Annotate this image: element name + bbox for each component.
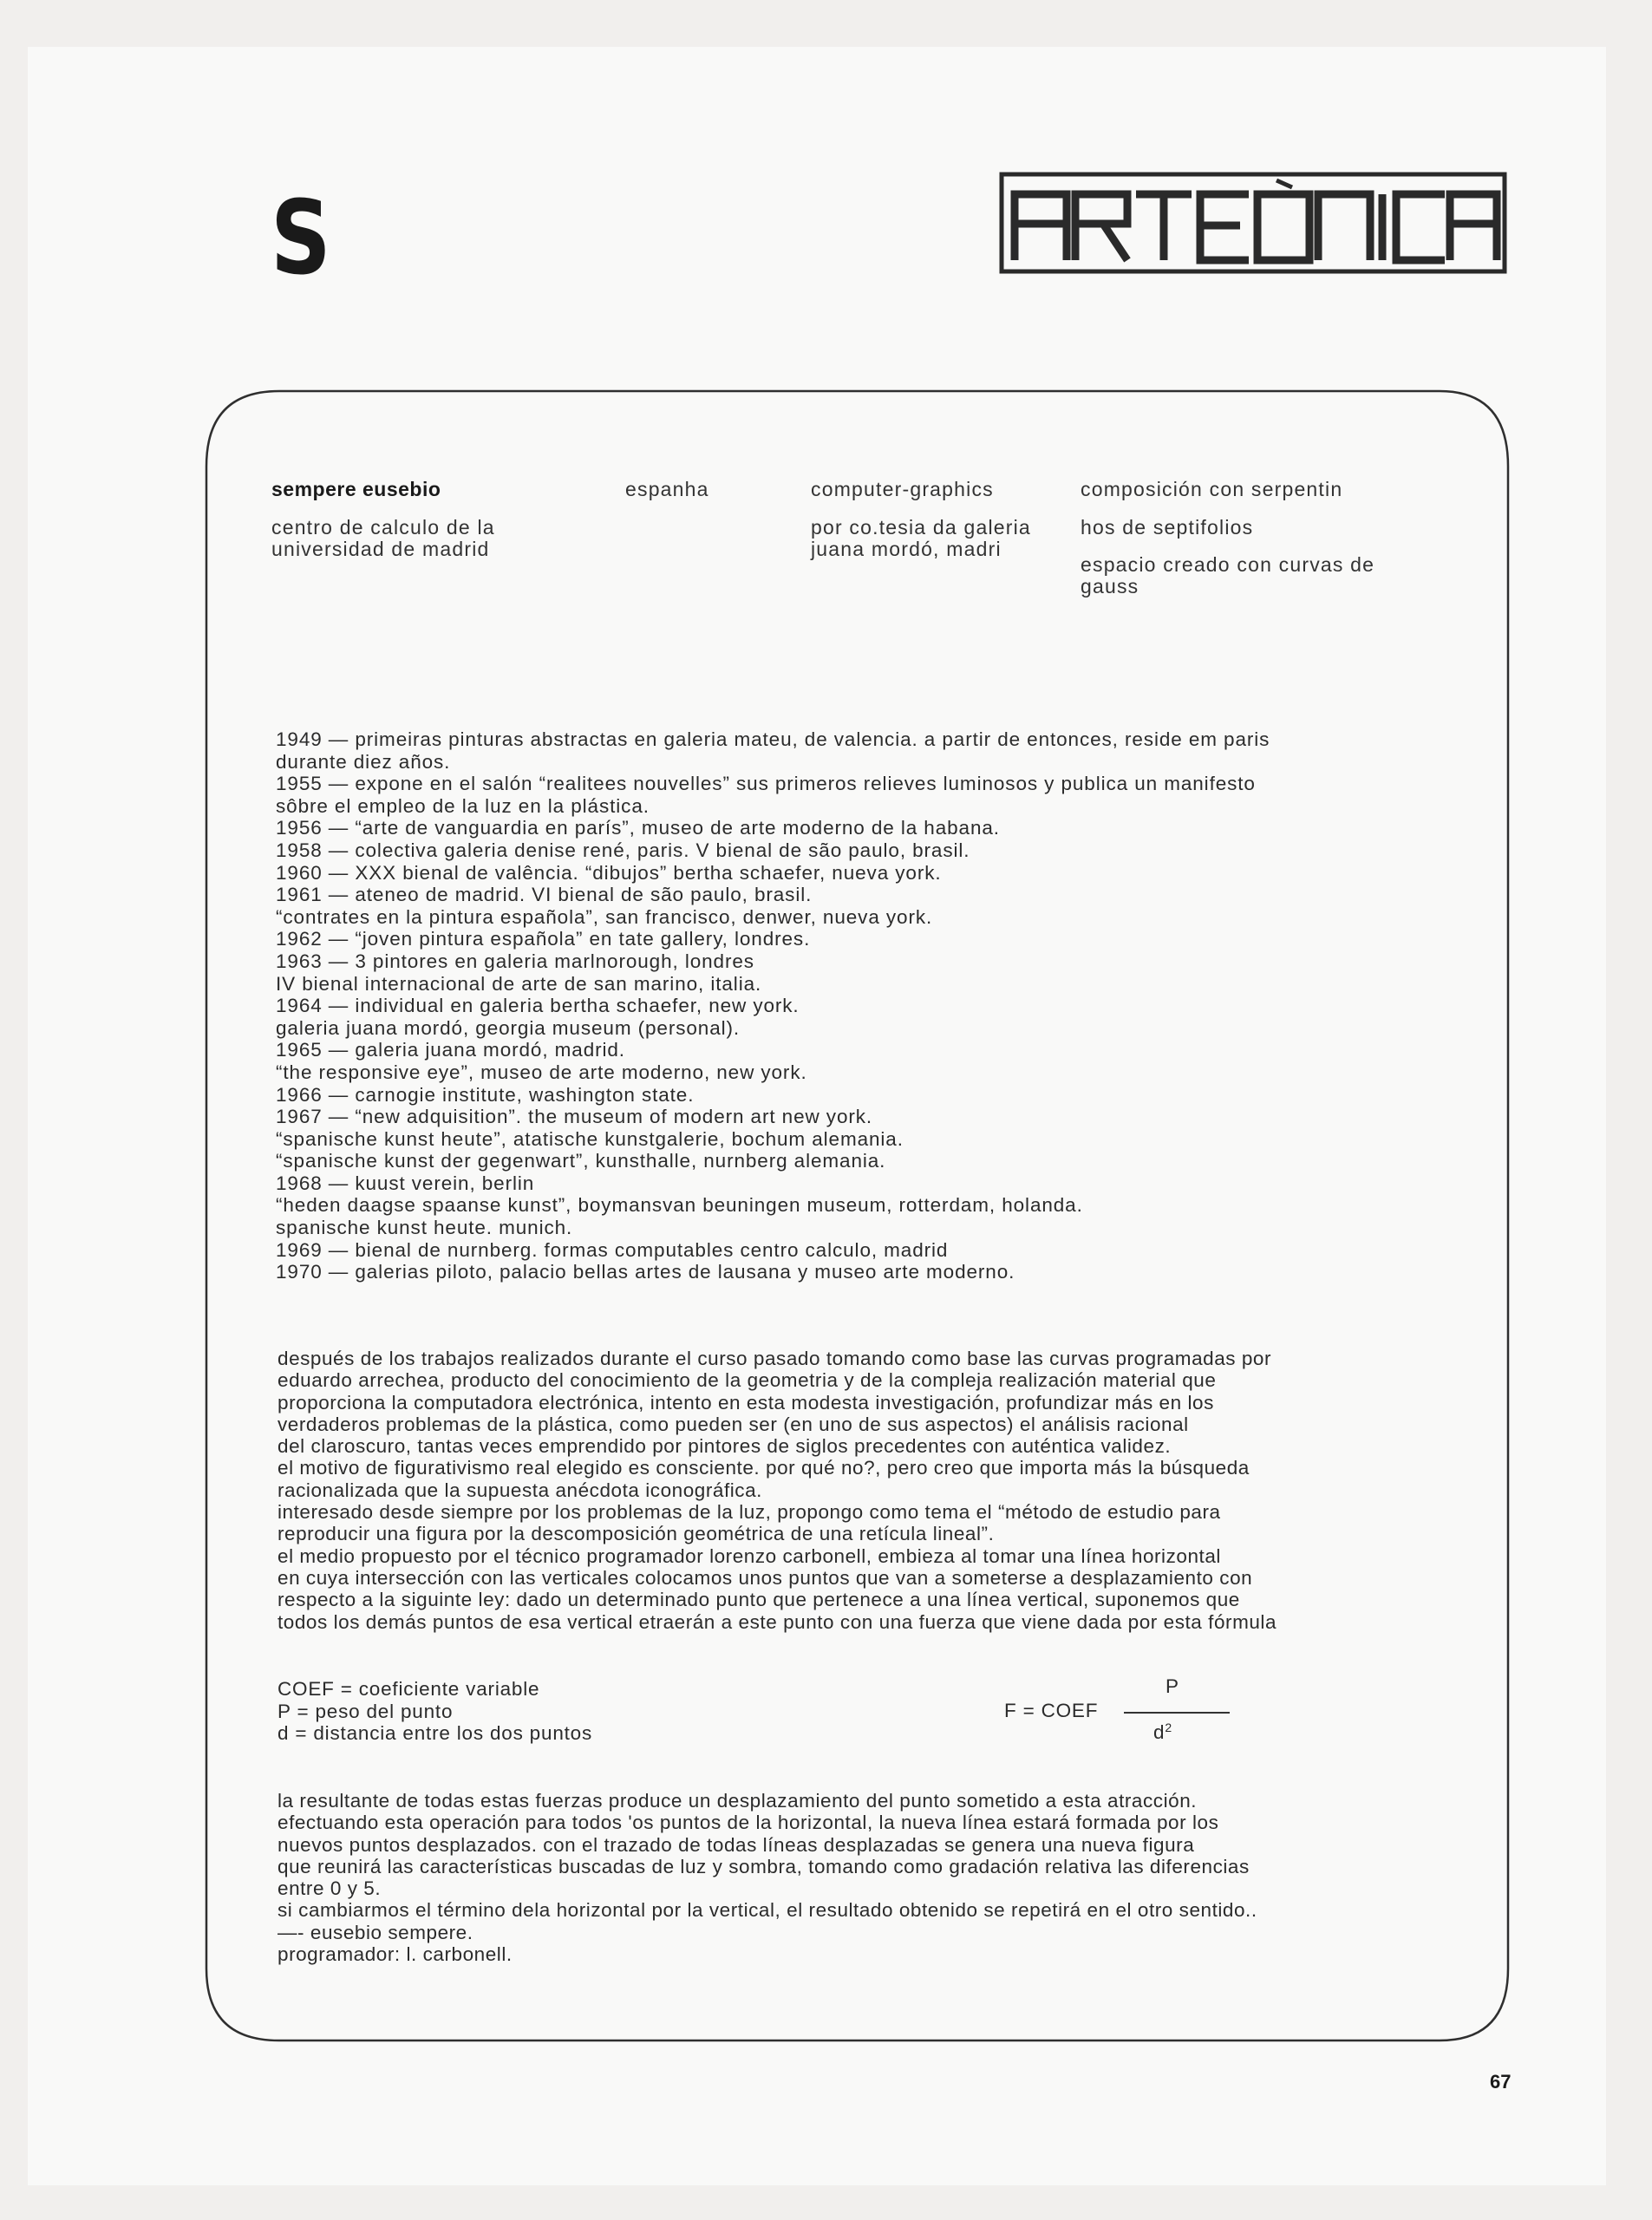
bio-line: IV bienal internacional de arte de san marino, italia. xyxy=(276,972,762,995)
essay-line: verdaderos problemas de la plástica, como pueden ser (en uno de sus aspectos) el análisis racional xyxy=(278,1413,1189,1435)
bio-line: 1956 — “arte de vanguardia en parís”, museo de arte moderno de la habana. xyxy=(276,817,1000,839)
formula-definitions xyxy=(278,1678,592,1745)
signature-line: —- eusebio sempere. xyxy=(278,1921,473,1943)
essay-line: en cuya intersección con las verticales colocamos unos puntos que van a someterse a desplazamiento con xyxy=(278,1566,1253,1589)
closing-line: si cambiarmos el término dela horizontal por la vertical, el resultado obtenido se repetirá en el otro sentido.. xyxy=(278,1899,1257,1922)
essay-line: proporciona la computadora electrónica, intento en esta modesta investigación, profundizar más en los xyxy=(278,1391,1214,1414)
essay-line: reproducir una figura por la descomposición geométrica de una retícula lineal”. xyxy=(278,1523,995,1545)
definition-d: d = distancia entre los dos puntos xyxy=(278,1722,593,1744)
bio-line: 1949 — primeiras pinturas abstractas en galeria mateu, de valencia. a partir de entonces, reside em paris xyxy=(276,728,1270,750)
fraction-bar xyxy=(1124,1712,1230,1714)
essay-line: el medio propuesto por el técnico programador lorenzo carbonell, embieza al tomar una línea horizontal xyxy=(278,1544,1221,1567)
essay-line: respecto a la siguinte ley: dado un determinado punto que pertenece a una línea vertical, suponemos que xyxy=(278,1589,1240,1611)
work-title-line-2: hos de septifolios xyxy=(1081,516,1254,539)
category-column xyxy=(811,479,1031,560)
essay-line: racionalizada que la supuesta anécdota iconográfica. xyxy=(278,1479,762,1501)
bio-line: 1962 — “joven pintura española” en tate gallery, londres. xyxy=(276,928,811,950)
essay-line: todos los demás puntos de esa vertical etraerán a este punto con una fuerza que viene dada por esta fórmula xyxy=(278,1610,1277,1633)
bio-line: spanische kunst heute. munich. xyxy=(276,1217,573,1239)
bio-line: 1960 — XXX bienal de valência. “dibujos” bertha schaefer, nueva york. xyxy=(276,861,942,884)
page-number: 67 xyxy=(1490,2071,1512,2093)
formula-denominator xyxy=(1153,1720,1172,1744)
essay-line: interesado desde siempre por los problemas de la luz, propongo como tema el “método de estudio para xyxy=(278,1501,1221,1524)
bio-line: durante diez años. xyxy=(276,750,451,773)
work-column xyxy=(1081,479,1374,597)
work-title-line-1: composición con serpentin xyxy=(1081,478,1343,500)
closing-line: nuevos puntos desplazados. con el trazado de todas líneas desplazadas se genera una nueva figura xyxy=(278,1833,1195,1856)
denominator-base: d xyxy=(1153,1721,1166,1743)
bio-line: 1967 — “new adquisition”. the museum of modern art new york. xyxy=(276,1106,873,1128)
institution-line-1: centro de calculo de la xyxy=(271,516,495,539)
closing-line: efectuando esta operación para todos 'os puntos de la horizontal, la nueva línea estará formada por los xyxy=(278,1812,1219,1834)
country-column xyxy=(625,479,709,500)
closing-line: la resultante de todas estas fuerzas produce un desplazamiento del punto sometido a esta atracción. xyxy=(278,1790,1198,1812)
artist-column xyxy=(271,479,495,560)
bio-line: 1961 — ateneo de madrid. VI bienal de são paulo, brasil. xyxy=(276,884,813,906)
formula-lhs: F = COEF xyxy=(1004,1700,1099,1721)
country: espanha xyxy=(625,478,709,500)
essay-line: después de los trabajos realizados durante el curso pasado tomando como base las curvas programadas por xyxy=(278,1348,1272,1369)
force-formula xyxy=(1004,1674,1230,1743)
bio-line: “contrates en la pintura española”, san francisco, denwer, nueva york. xyxy=(276,905,933,928)
category: computer-graphics xyxy=(811,478,994,500)
work-subtitle-line-1: espacio creado con curvas de xyxy=(1081,553,1375,576)
biography xyxy=(276,728,1403,1283)
arteonica-logo xyxy=(999,172,1507,274)
artwork-header xyxy=(0,479,1652,609)
bio-line: 1964 — individual en galeria bertha schaefer, new york. xyxy=(276,995,800,1017)
bio-line: sôbre el empleo de la luz en la plástica. xyxy=(276,794,650,817)
bio-line: 1968 — kuust verein, berlin xyxy=(276,1172,535,1194)
essay-line: el motivo de figurativismo real elegido es consciente. por qué no?, pero creo que importa más la búsqueda xyxy=(278,1457,1250,1479)
bio-line: galeria juana mordó, georgia museum (personal). xyxy=(276,1016,741,1039)
essay xyxy=(278,1348,1405,1633)
bio-line: 1965 — galeria juana mordó, madrid. xyxy=(276,1039,625,1061)
courtesy-line-2: juana mordó, madri xyxy=(811,538,1002,560)
bio-line: 1963 — 3 pintores en galeria marlnorough, londres xyxy=(276,950,754,972)
artist-name: sempere eusebio xyxy=(271,478,441,500)
bio-line: 1969 — bienal de nurnberg. formas computables centro calculo, madrid xyxy=(276,1238,949,1261)
bio-line: 1955 — expone en el salón “realitees nouvelles” sus primeros relieves luminosos y publica un manifesto xyxy=(276,773,1256,795)
bio-line: 1970 — galerias piloto, palacio bellas artes de lausana y museo arte moderno. xyxy=(276,1261,1015,1283)
bio-line: “the responsive eye”, museo de arte moderno, new york. xyxy=(276,1061,807,1083)
denominator-exponent: 2 xyxy=(1165,1720,1172,1734)
essay-line: eduardo arrechea, producto del conocimiento de la geometria y de la compleja realización material que xyxy=(278,1369,1217,1392)
bio-line: “spanische kunst der gegenwart”, kunsthalle, nurnberg alemania. xyxy=(276,1150,886,1172)
work-subtitle-line-2: gauss xyxy=(1081,575,1139,597)
bio-line: “spanische kunst heute”, atatische kunstgalerie, bochum alemania. xyxy=(276,1127,904,1150)
closing-line: que reunirá las características buscadas de luz y sombra, tomando como gradación relativa las diferencias xyxy=(278,1855,1250,1877)
programmer-line: programador: l. carbonell. xyxy=(278,1943,513,1966)
bio-line: “heden daagse spaanse kunst”, boymansvan beuningen museum, rotterdam, holanda. xyxy=(276,1194,1083,1217)
institution-line-2: universidad de madrid xyxy=(271,538,490,560)
definition-p: P = peso del punto xyxy=(278,1700,454,1722)
bio-line: 1958 — colectiva galeria denise rené, paris. V bienal de são paulo, brasil. xyxy=(276,839,970,861)
closing-text xyxy=(278,1790,1405,1965)
bio-line: 1966 — carnogie institute, washington state. xyxy=(276,1083,695,1106)
formula-numerator: P xyxy=(1166,1675,1179,1697)
closing-line: entre 0 y 5. xyxy=(278,1877,382,1900)
courtesy-line-1: por co.tesia da galeria xyxy=(811,516,1031,539)
definition-coef: COEF = coeficiente variable xyxy=(278,1678,540,1700)
essay-line: del claroscuro, tantas veces emprendido por pintores de siglos precedentes con auténtica validez. xyxy=(278,1435,1172,1458)
section-letter: S xyxy=(271,178,330,297)
